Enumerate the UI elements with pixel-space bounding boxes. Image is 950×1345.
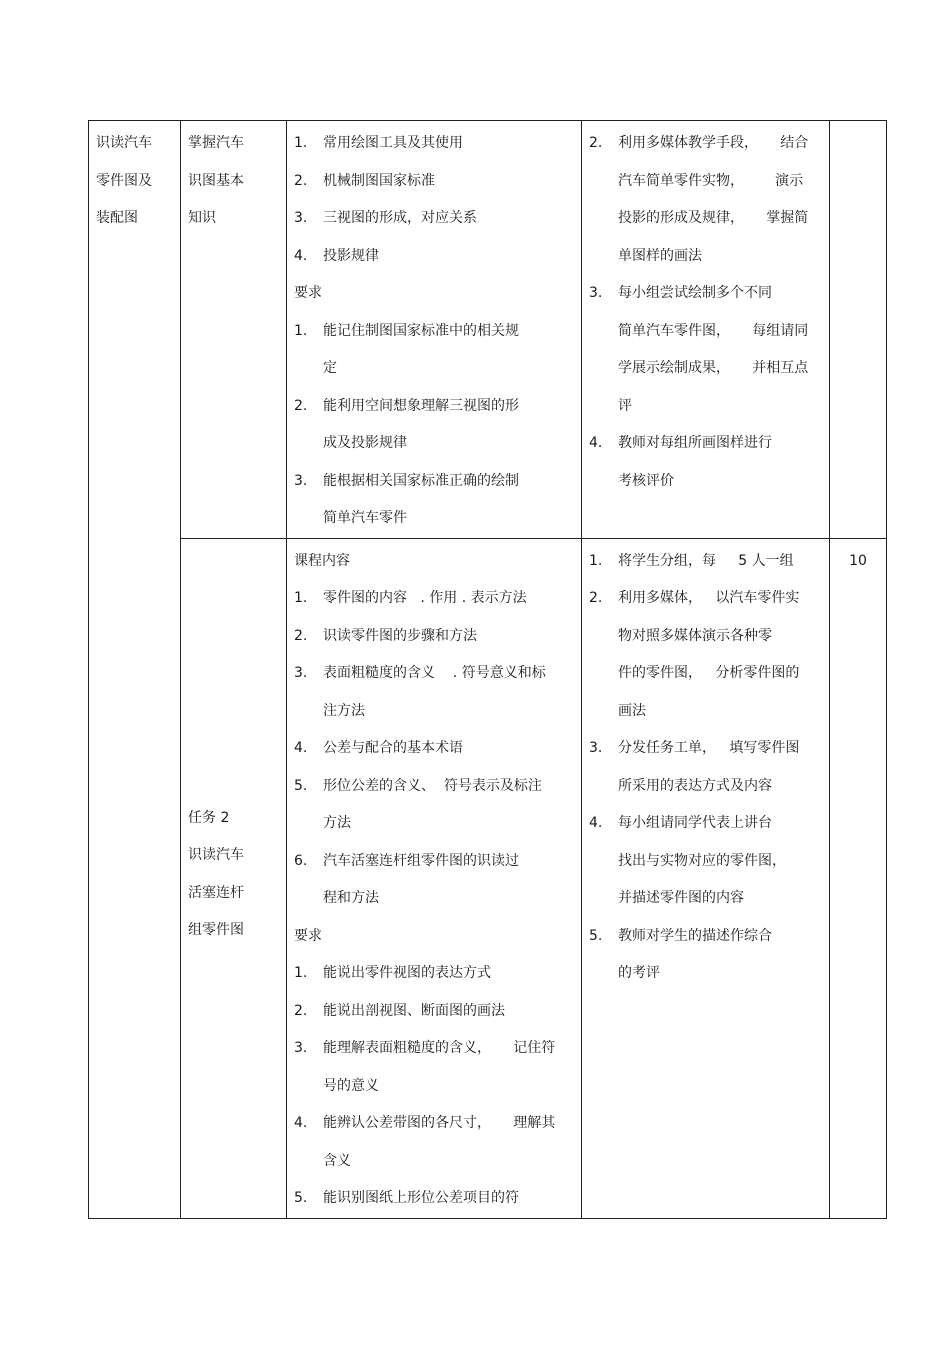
section-header xyxy=(294,543,581,581)
list-item xyxy=(589,693,829,731)
list-item xyxy=(294,163,581,201)
item-number: 1. xyxy=(294,135,308,151)
item-text: 汽车简单零件实物， 演示 xyxy=(618,172,804,189)
item-text: 汽车活塞连杆组零件图的识读过 xyxy=(323,852,519,869)
list-item xyxy=(589,543,829,581)
item-text: 程和方法 xyxy=(323,890,379,906)
list-item xyxy=(589,918,829,956)
item-number: 6. xyxy=(294,852,308,869)
task1-methods-cell xyxy=(582,121,830,539)
item-text: 表面粗糙度的含义 . 符号意义和标 xyxy=(323,665,546,681)
item-number: 4. xyxy=(294,247,308,264)
item-number: 3. xyxy=(294,665,308,681)
list-item xyxy=(294,313,581,351)
list-item xyxy=(294,993,581,1031)
list-item xyxy=(589,955,829,993)
item-number: 2. xyxy=(589,135,603,151)
item-text: 三视图的形成，对应关系 xyxy=(323,210,477,226)
item-number: 5. xyxy=(294,1190,308,1206)
task2-content-cell xyxy=(287,538,582,1218)
list-item xyxy=(294,768,581,806)
list-item xyxy=(589,768,829,806)
item-text: 能识别图纸上形位公差项目的符 xyxy=(323,1190,519,1206)
item-number: 4. xyxy=(294,740,308,756)
list-item xyxy=(294,580,581,618)
module-line: 零件图及 xyxy=(96,172,152,189)
list-item xyxy=(294,500,581,538)
item-text: 公差与配合的基本术语 xyxy=(323,740,463,756)
item-text: 利用多媒体， 以汽车零件实 xyxy=(618,590,800,606)
item-text: 的考评 xyxy=(618,965,660,981)
item-text: 常用绘图工具及其使用 xyxy=(323,135,463,151)
item-text: 学展示绘制成果， 并相互点 xyxy=(618,360,809,376)
list-item xyxy=(589,125,829,163)
item-text: 能根据相关国家标准正确的绘制 xyxy=(323,472,519,489)
list-item xyxy=(589,730,829,768)
list-item xyxy=(294,618,581,656)
item-text: 含义 xyxy=(323,1152,351,1169)
item-text: 能辨认公差带图的各尺寸， 理解其 xyxy=(323,1115,556,1131)
item-text: 能说出零件视图的表达方式 xyxy=(323,965,491,981)
item-text: 形位公差的含义、 符号表示及标注 xyxy=(323,777,542,794)
item-text: 每小组请同学代表上讲台 xyxy=(618,815,772,831)
item-text: 所采用的表达方式及内容 xyxy=(618,777,772,794)
item-text: 简单汽车零件图， 每组请同 xyxy=(618,322,809,339)
list-item xyxy=(294,1068,581,1106)
table-row xyxy=(89,121,887,539)
item-number: 5. xyxy=(294,777,308,794)
list-item xyxy=(294,238,581,276)
item-text: 投影规律 xyxy=(323,247,379,264)
item-text: 考核评价 xyxy=(618,472,674,489)
item-number: 2. xyxy=(589,590,603,606)
item-number: 3. xyxy=(589,740,603,756)
list-item xyxy=(294,463,581,501)
list-item xyxy=(589,425,829,463)
task-name-line: 活塞连杆 xyxy=(188,884,244,901)
list-item xyxy=(294,1180,581,1218)
item-number: 2. xyxy=(294,1002,308,1019)
item-number: 3. xyxy=(294,1040,308,1056)
list-item xyxy=(589,350,829,388)
item-text: 画法 xyxy=(618,702,646,719)
task1-hours-cell xyxy=(830,121,887,539)
task2-name-cell xyxy=(181,538,287,1218)
list-item xyxy=(589,618,829,656)
item-number: 1. xyxy=(294,322,308,339)
item-number: 2. xyxy=(294,172,308,189)
item-text: 号的意义 xyxy=(323,1077,379,1094)
list-item xyxy=(589,238,829,276)
item-text: 零件图的内容 . 作用 . 表示方法 xyxy=(323,590,527,606)
list-item xyxy=(294,1143,581,1181)
list-item xyxy=(294,805,581,843)
item-text: 识读零件图的步骤和方法 xyxy=(323,627,477,644)
item-text: 件的零件图， 分析零件图的 xyxy=(618,665,800,681)
task-name-line: 识读汽车 xyxy=(188,847,244,863)
item-text: 将学生分组，每 5 人一组 xyxy=(618,552,794,569)
module-line: 识读汽车 xyxy=(96,135,152,151)
list-item xyxy=(294,388,581,426)
item-text: 简单汽车零件 xyxy=(323,510,407,526)
module-cell xyxy=(89,121,181,1219)
list-item xyxy=(589,843,829,881)
list-item xyxy=(589,313,829,351)
task-name-line: 识图基本 xyxy=(188,172,244,189)
item-text: 单图样的画法 xyxy=(618,247,702,264)
item-number: 4. xyxy=(589,435,603,451)
list-item xyxy=(294,843,581,881)
item-text: 物对照多媒体演示各种零 xyxy=(618,627,772,644)
list-item xyxy=(589,580,829,618)
task-name-line: 知识 xyxy=(188,210,216,226)
item-number: 5. xyxy=(589,927,603,944)
list-item xyxy=(589,880,829,918)
item-number: 4. xyxy=(294,1115,308,1131)
task-name-line: 任务 2 xyxy=(188,809,230,826)
item-number: 2. xyxy=(294,627,308,644)
list-item xyxy=(589,655,829,693)
item-text: 利用多媒体教学手段， 结合 xyxy=(618,135,809,151)
item-number: 1. xyxy=(294,965,308,981)
item-number: 1. xyxy=(589,552,603,569)
task-name-line: 组零件图 xyxy=(188,922,244,938)
list-item xyxy=(294,200,581,238)
item-number: 3. xyxy=(294,472,308,489)
item-text: 每小组尝试绘制多个不同 xyxy=(618,285,772,301)
task1-name-cell xyxy=(181,121,287,539)
item-text: 投影的形成及规律， 掌握简 xyxy=(618,210,809,226)
list-item xyxy=(589,388,829,426)
list-item xyxy=(589,163,829,201)
task2-hours-cell: 10 xyxy=(830,538,887,1218)
item-number: 3. xyxy=(589,285,603,301)
item-text: 定 xyxy=(323,360,337,376)
curriculum-table xyxy=(88,120,887,1219)
section-header xyxy=(294,275,581,313)
task1-content-cell xyxy=(287,121,582,539)
item-text: 教师对每组所画图样进行 xyxy=(618,435,772,451)
list-item xyxy=(589,275,829,313)
item-text: 注方法 xyxy=(323,702,365,719)
item-text: 能利用空间想象理解三视图的形 xyxy=(323,397,519,414)
list-item xyxy=(589,463,829,501)
section-header xyxy=(294,918,581,956)
section-header-text: 要求 xyxy=(294,285,322,301)
table-row xyxy=(89,538,887,1218)
item-text: 能理解表面粗糙度的含义， 记住符 xyxy=(323,1040,556,1056)
item-text: 分发任务工单， 填写零件图 xyxy=(618,740,800,756)
item-text: 能记住制图国家标准中的相关规 xyxy=(323,322,519,339)
list-item xyxy=(294,693,581,731)
item-text: 教师对学生的描述作综合 xyxy=(618,927,772,944)
list-item xyxy=(294,955,581,993)
task-name-line: 掌握汽车 xyxy=(188,135,244,151)
item-number: 3. xyxy=(294,210,308,226)
list-item xyxy=(294,1105,581,1143)
item-number: 1. xyxy=(294,590,308,606)
list-item xyxy=(294,425,581,463)
item-text: 机械制图国家标准 xyxy=(323,172,435,189)
list-item xyxy=(294,1030,581,1068)
item-text: 并描述零件图的内容 xyxy=(618,890,744,906)
item-text: 找出与实物对应的零件图， xyxy=(618,852,786,869)
list-item xyxy=(589,200,829,238)
item-text: 方法 xyxy=(323,815,351,831)
list-item xyxy=(294,655,581,693)
list-item xyxy=(294,125,581,163)
list-item xyxy=(294,880,581,918)
item-number: 2. xyxy=(294,397,308,414)
list-item xyxy=(589,805,829,843)
item-text: 能说出剖视图、断面图的画法 xyxy=(323,1002,505,1019)
item-number: 4. xyxy=(589,815,603,831)
list-item xyxy=(294,730,581,768)
list-item xyxy=(294,350,581,388)
module-line: 装配图 xyxy=(96,210,138,226)
item-text: 评 xyxy=(618,397,632,414)
section-header-text: 要求 xyxy=(294,927,322,944)
section-header-text: 课程内容 xyxy=(294,552,350,569)
item-text: 成及投影规律 xyxy=(323,435,407,451)
task2-methods-cell xyxy=(582,538,830,1218)
